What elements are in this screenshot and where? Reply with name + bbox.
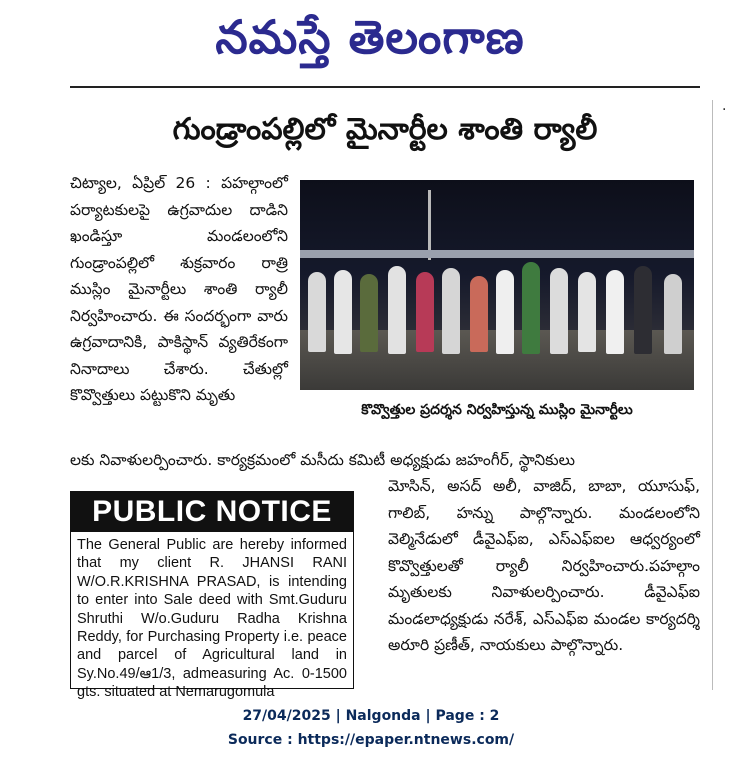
person-figure bbox=[388, 266, 406, 354]
person-figure bbox=[664, 274, 682, 354]
column-divider bbox=[712, 100, 713, 690]
person-figure bbox=[334, 270, 352, 354]
person-figure bbox=[578, 272, 596, 352]
person-figure bbox=[634, 266, 652, 354]
masthead-divider bbox=[70, 86, 700, 88]
article-full-width-line: లకు నివాళులర్పించారు. కార్యక్రమంలో మసీదు కమిటీ అధ్యక్షుడు జహంగీర్, స్థానికులు bbox=[70, 451, 575, 469]
person-figure bbox=[470, 276, 488, 352]
person-figure bbox=[606, 270, 624, 354]
article-left-column: చిట్యాల, ఏప్రిల్ 26 : పహల్గాంలో పర్యాటకులపై ఉగ్రవాదుల దాడిని ఖండిస్తూ మండలంలోని గుండ్రాంపల్లిలో శుక్రవారం రాత్రి ముస్లిం మైనార్టీలు శాంతి ర్యాలీ నిర్వహించారు. ఈ సందర్భంగా వారు ఉగ్రవాదానికి, పాకిస్థాన్ వ్యతిరేకంగా నినాదాలు చేశారు. చేతుల్లో కొవ్వొత్తులు పట్టుకొని మృతు bbox=[70, 174, 288, 404]
adjacent-column-fragment: · bbox=[722, 102, 727, 118]
footer-source: Source : https://epaper.ntnews.com/ bbox=[227, 732, 515, 748]
person-figure bbox=[442, 268, 460, 354]
article-right-column: మోసిన్, అసద్ అలీ, వాజిద్, బాబా, యూసుఫ్, గాలిబ్, హన్ను పాల్గొన్నారు. మండలంలోని వెల్మినేడులో డీవైఎఫ్ఐ, ఎస్ఎఫ్ఐల ఆధ్వర్యంలో కొవ్వొత్తులతో ర్యాలీ నిర్వహించారు.పహల్గాం మృతులకు నివాళులర్పించారు. డీవైఎఫ్ఐ మండలాధ్యక్షుడు నరేశ్, ఎస్ఎఫ్ఐ మండల కార్యదర్శి అరూరి ప్రణీత్, నాయకులు పాల్గొన్నారు. bbox=[388, 477, 700, 654]
public-notice bbox=[70, 491, 354, 701]
article-headline: గుండ్రాంపల్లిలో మైనార్టీల శాంతి ర్యాలీ bbox=[172, 112, 598, 147]
person-figure bbox=[360, 274, 378, 352]
person-figure bbox=[522, 262, 540, 354]
person-figure bbox=[308, 272, 326, 352]
footer-date-page: 27/04/2025 | Nalgonda | Page : 2 bbox=[242, 708, 500, 724]
person-figure bbox=[550, 268, 568, 354]
photo-caption: కొవ్వొత్తుల ప్రదర్శన నిర్వహిస్తున్న ముస్లిం మైనార్టీలు bbox=[361, 402, 633, 418]
notice-body: The General Public are hereby informed that my client R. JHANSI RANI W/O.R.KRISHNA PRASAD, is intending to enter into Sale deed with Smt.Guduru Shruthi W/o.Guduru Radha Krishna Reddy, for Purchasing Property i.e. peace and parcel of Agricultural land in Sy.No.49/ఆ1/3, admeasuring Ac. 0-1500 gts. situated at Nemarugomula bbox=[77, 537, 347, 701]
notice-heading: PUBLIC NOTICE bbox=[71, 492, 353, 532]
article-photo bbox=[300, 180, 694, 390]
masthead-title: నమస్తే తెలంగాణ bbox=[215, 10, 525, 64]
guard-rail bbox=[300, 250, 694, 258]
person-figure bbox=[416, 272, 434, 352]
person-figure bbox=[496, 270, 514, 354]
